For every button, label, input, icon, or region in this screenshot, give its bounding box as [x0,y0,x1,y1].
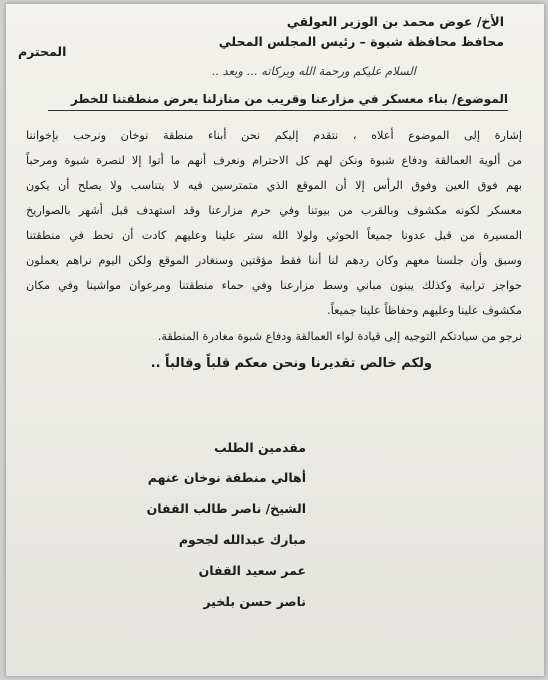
body-line: مكشوف علينا وعليهم وحفاظاً علينا جميعاً. [327,304,522,317]
subject-underline [48,110,508,111]
subject-line: الموضوع/ بناء معسكر في مزارعنا وقريب من منازلنا يعرض منطقتنا للخطر [70,92,508,106]
signatory-name: مبارك عبدالله لجحوم [178,532,306,547]
signatory-name: ناصر حسن بلخير [203,594,306,609]
body-line: وسبق وأن جلسنا معهم وكان ردهم لنا أننا فقط مؤقتين وسنغادر الموقع ولكن اليوم نراهم يعملون [26,254,522,267]
signatories-group: أهالي منطقة نوخان عنهم [147,470,306,485]
honorific: المحترم [18,44,67,59]
greeting: السلام عليكم ورحمة الله وبركاته ... وبعد .. [211,64,416,78]
recipient-name: الأخ/ عوض محمد بن الوزير العولقي [286,14,504,29]
signatory-name: الشيخ/ ناصر طالب القفان [146,501,306,516]
body-line: من ألوية العمالقة ودفاع شبوة ونكن لهم كل الاحترام ونعرف أنهم ما أتوا إلا لنصرة شبوة ومرحباً [26,154,522,167]
recipient-position: محافظ محافظة شبوة – رئيس المجلس المحلي [218,34,504,49]
letter-page [6,4,544,676]
signatory-name: عمر سعيد القفان [198,563,306,578]
signatories-title: مقدمين الطلب [214,440,306,455]
body-line: حواجز ترابية وكذلك يبنون مباني وسط مزارعنا وفي حماء منطقتنا ومرعوان مواشينا وفي مكان [26,279,522,292]
body-line: المسيرة من قبل عدونا جميعاً الحوثي ولولا الله ستر علينا وعليهم كادت أن تحط في منطقتنا [26,229,522,242]
closing-line: ولكم خالص تقديرنا ونحن معكم قلباً وقالباً .. [150,356,432,371]
request-line: نرجو من سيادتكم التوجيه إلى قيادة لواء العمالقة ودفاع شبوة مغادرة المنطقة. [157,330,522,343]
body-line: بهم فوق العين وفوق الرأس إلا أن الموقع الذي متمترسين فيه لا يتناسب ولا يصلح أن يكون [26,179,522,192]
body-line: معسكر لكونه مكشوف وبالقرب من بيوتنا وفي حرم مزارعنا وقد استهدف قبل أشهر بالصواريخ [26,204,522,217]
body-line: إشارة إلى الموضوع أعلاه ، نتقدم إليكم نحن أبناء منطقة نوخان ونرحب بإخواننا [26,129,522,142]
